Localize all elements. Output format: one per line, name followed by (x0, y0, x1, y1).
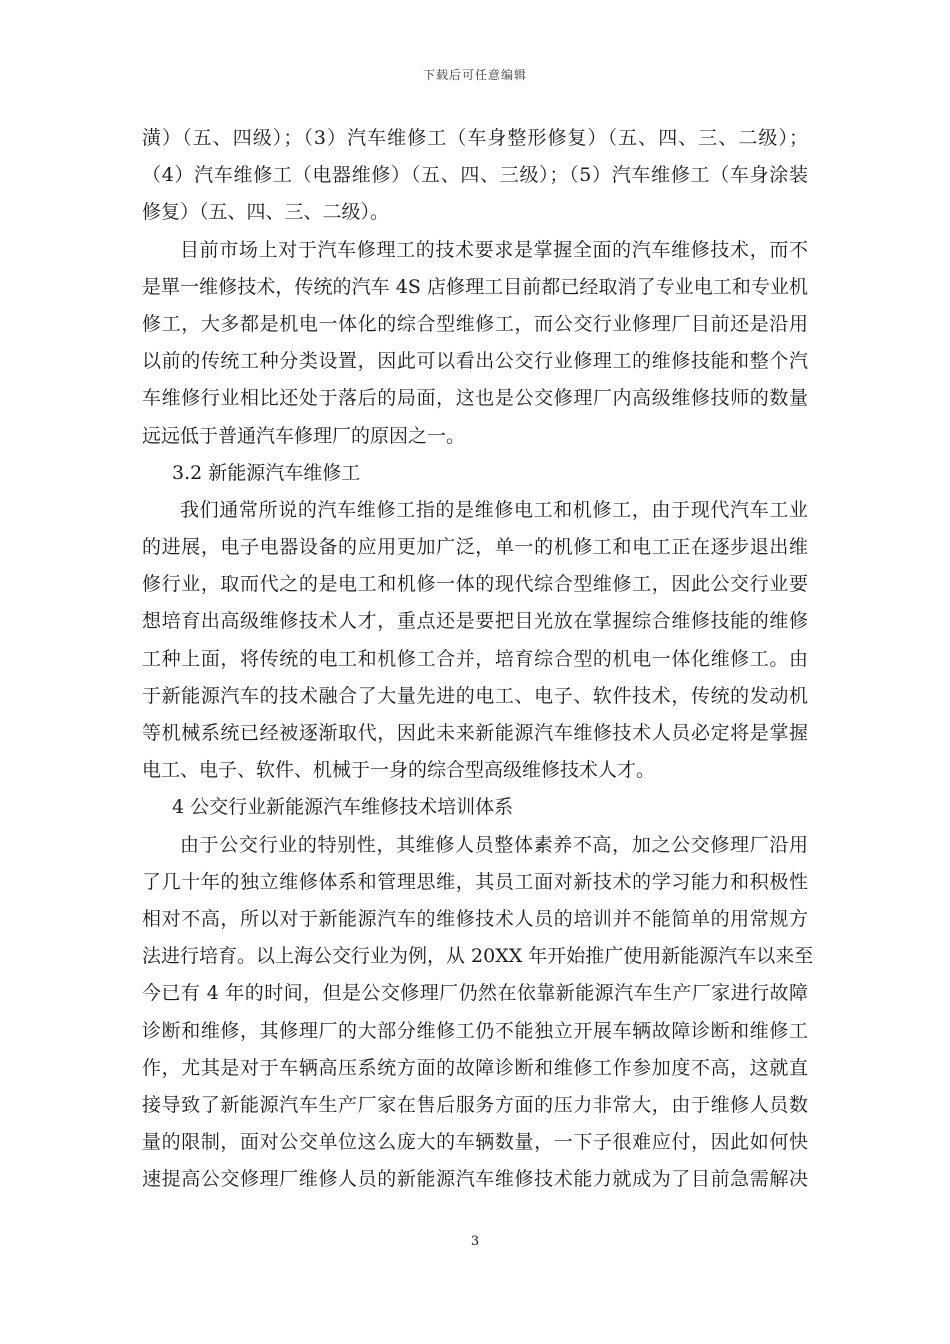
text-line: 是單一维修技术，传统的汽车 4S 店修理工目前都已经取消了专业电工和专业机 (142, 275, 808, 298)
text-line: 法进行培育。以上海公交行业为例，从 20XX 年开始推广使用新能源汽车以来至 (142, 945, 814, 968)
text-line: （4）汽车维修工（电器维修）（五、四、三级）；（5）汽车维修工（车身涂装 (142, 164, 808, 187)
text-line: 今已有 4 年的时间，但是公交修理厂仍然在依靠新能源汽车生产厂家进行故障 (142, 982, 808, 1005)
text-line: 想培育出高级维修技术人才，重点还是要把目光放在掌握综合维修技能的维修 (142, 610, 808, 633)
text-line: 潢）（五、四级）；（3）汽车维修工（车身整形修复）（五、四、三、二级）； (142, 127, 808, 149)
text-line: 了几十年的独立维修体系和管理思维，其员工面对新技术的学习能力和积极性 (142, 870, 808, 893)
text-line: 修行业，取而代之的是电工和机修一体的现代综合型维修工，因此公交行业要 (142, 573, 808, 596)
section-heading: 4 公交行业新能源汽车维修技术培训体系 (172, 796, 514, 819)
text-line: 诊断和维修，其修理厂的大部分维修工仍不能独立开展车辆故障诊断和维修工 (142, 1019, 808, 1042)
text-line: 等机械系统已经被逐渐取代，因此未来新能源汽车维修技术人员必定将是掌握 (142, 722, 808, 744)
text-line: 电工、电子、软件、机械于一身的综合型高级维修技术人才。 (142, 759, 656, 782)
text-line: 修复）（五、四、三、二级）。 (142, 201, 390, 224)
text-line: 我们通常所说的汽车维修工指的是维修电工和机修工，由于现代汽车工业 (180, 498, 808, 521)
text-line: 以前的传统工种分类设置，因此可以看出公交行业修理工的维修技能和整个汽 (142, 350, 808, 373)
text-line: 相对不高，所以对于新能源汽车的维修技术人员的培训并不能简单的用常规方 (142, 907, 808, 930)
text-line: 工种上面，将传统的电工和机修工合并，培育综合型的机电一体化维修工。由 (142, 647, 808, 670)
text-line: 的进展，电子电器设备的应用更加广泛，单一的机修工和电工正在逐步退出维 (142, 536, 808, 559)
page-header: 下载后可任意编辑 (422, 68, 527, 82)
page-number: 3 (470, 1234, 480, 1249)
text-line: 修工，大多都是机电一体化的综合型维修工，而公交行业修理厂目前还是沿用 (142, 312, 808, 335)
text-line: 车维修行业相比还处于落后的局面，这也是公交修理厂内高级维修技师的数量 (142, 387, 808, 410)
text-line: 于新能源汽车的技术融合了大量先进的电工、电子、软件技术，传统的发动机 (142, 684, 808, 707)
text-line: 速提高公交修理厂维修人员的新能源汽车维修技术能力就成为了目前急需解决 (142, 1168, 808, 1191)
document-body (142, 120, 814, 1198)
text-line: 远远低于普通汽车修理厂的原因之一。 (142, 424, 466, 447)
text-line: 作，尤其是对于车辆高压系统方面的故障诊断和维修工作参加度不高，这就直 (142, 1056, 808, 1079)
text-line: 量的限制，面对公交单位这么庞大的车辆数量，一下子很难应付，因此如何快 (142, 1131, 808, 1154)
section-heading: 3.2 新能源汽车维修工 (172, 461, 361, 484)
text-line: 接导致了新能源汽车生产厂家在售后服务方面的压力非常大，由于维修人员数 (142, 1093, 808, 1116)
text-line: 由于公交行业的特别性，其维修人员整体素养不高，加之公交修理厂沿用 (180, 833, 808, 856)
text-line: 目前市场上对于汽车修理工的技术要求是掌握全面的汽车维修技术，而不 (180, 238, 808, 261)
